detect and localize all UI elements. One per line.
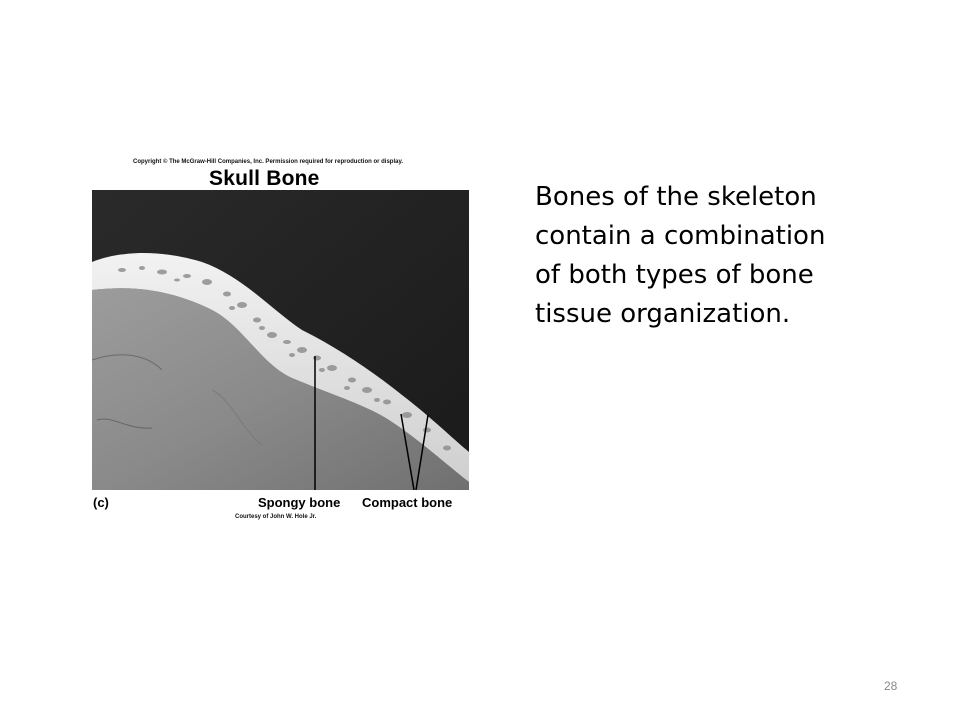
slide-number: 28: [884, 679, 898, 693]
body-text-line: of both types of bone: [535, 260, 814, 290]
figure-title: Skull Bone: [209, 167, 320, 190]
figure-credit: Courtesy of John W. Hole Jr.: [235, 514, 317, 520]
label-spongy-bone: Spongy bone: [258, 495, 341, 510]
body-text-line: contain a combination: [535, 221, 826, 251]
body-text-line: Bones of the skeleton: [535, 182, 817, 212]
figure-panel-label: (c): [93, 495, 109, 510]
body-text: [535, 178, 895, 334]
label-compact-bone: Compact bone: [362, 495, 453, 510]
skull-bone-figure: [88, 156, 473, 526]
body-text-line: tissue organization.: [535, 299, 791, 329]
figure-copyright: Copyright © The McGraw-Hill Companies, Inc. Permission required for reproduction or display.: [133, 159, 404, 165]
skull-bone-micrograph: [92, 190, 469, 490]
